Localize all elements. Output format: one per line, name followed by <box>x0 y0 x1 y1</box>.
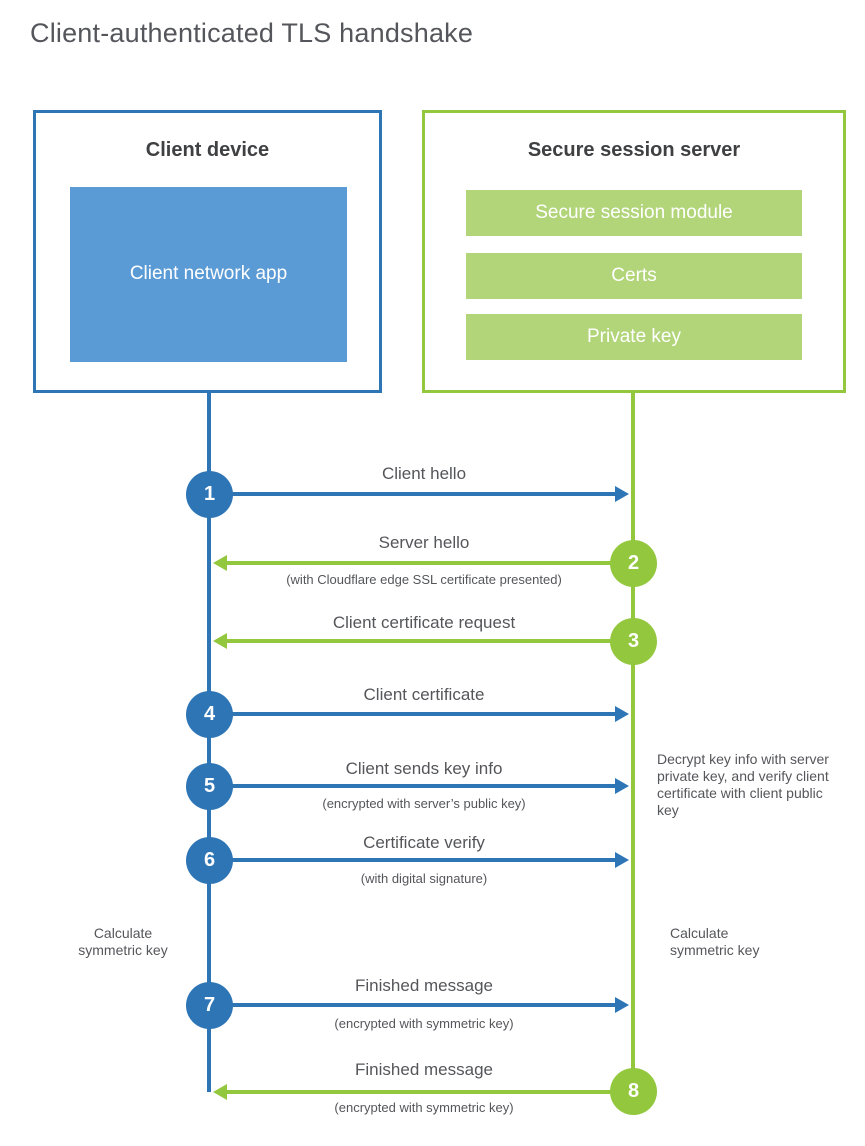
server-lifeline <box>631 393 635 1093</box>
step-badge-2: 2 <box>610 540 657 587</box>
arrowhead-left-icon <box>213 1084 227 1100</box>
step-badge-1: 1 <box>186 471 233 518</box>
arrow-server-to-client-step-8 <box>226 1090 612 1094</box>
step-badge-4: 4 <box>186 691 233 738</box>
arrowhead-right-icon <box>615 997 629 1013</box>
message-label-step-3: Client certificate request <box>332 613 516 632</box>
server-module-private-key: Private key <box>466 314 802 360</box>
message-label-step-1: Client hello <box>381 464 467 483</box>
message-sublabel-step-6: (with digital signature) <box>360 871 488 886</box>
message-label-step-8: Finished message <box>355 1060 493 1079</box>
arrowhead-right-icon <box>615 486 629 502</box>
arrowhead-right-icon <box>615 852 629 868</box>
arrow-client-to-server-step-5 <box>232 784 616 788</box>
page-title: Client-authenticated TLS handshake <box>30 18 474 48</box>
arrow-server-to-client-step-3 <box>226 639 612 643</box>
annotation-decrypt-note: Decrypt key info with server private key, and verify client certificate with client public key <box>657 751 829 818</box>
client-device-title: Client device <box>145 139 270 161</box>
message-sublabel-step-2: (with Cloudflare edge SSL certificate presented) <box>286 572 562 587</box>
arrowhead-left-icon <box>213 633 227 649</box>
message-label-step-5: Client sends key info <box>345 759 503 778</box>
arrow-client-to-server-step-1 <box>232 492 616 496</box>
message-label-step-4: Client certificate <box>363 685 485 704</box>
step-badge-3: 3 <box>610 618 657 665</box>
arrow-server-to-client-step-2 <box>226 561 612 565</box>
step-badge-5: 5 <box>186 763 233 810</box>
arrow-client-to-server-step-4 <box>232 712 616 716</box>
arrowhead-right-icon <box>615 778 629 794</box>
message-sublabel-step-8: (encrypted with symmetric key) <box>334 1100 514 1115</box>
arrowhead-right-icon <box>615 706 629 722</box>
annotation-calculate-symmetric-key-server: Calculate symmetric key <box>670 925 760 958</box>
arrowhead-left-icon <box>213 555 227 571</box>
message-sublabel-step-5: (encrypted with server’s public key) <box>322 796 526 811</box>
client-network-app-box: Client network app <box>70 187 347 362</box>
server-module-secure-session: Secure session module <box>466 190 802 236</box>
step-badge-6: 6 <box>186 837 233 884</box>
arrow-client-to-server-step-7 <box>232 1003 616 1007</box>
server-module-certs: Certs <box>466 253 802 299</box>
message-label-step-2: Server hello <box>378 533 470 552</box>
annotation-calculate-symmetric-key-client: Calculate symmetric key <box>78 925 168 958</box>
arrow-client-to-server-step-6 <box>232 858 616 862</box>
message-label-step-7: Finished message <box>355 976 493 995</box>
step-badge-8: 8 <box>610 1068 657 1115</box>
message-label-step-6: Certificate verify <box>363 833 485 852</box>
server-box-title: Secure session server <box>527 139 741 161</box>
step-badge-7: 7 <box>186 982 233 1029</box>
message-sublabel-step-7: (encrypted with symmetric key) <box>334 1016 514 1031</box>
